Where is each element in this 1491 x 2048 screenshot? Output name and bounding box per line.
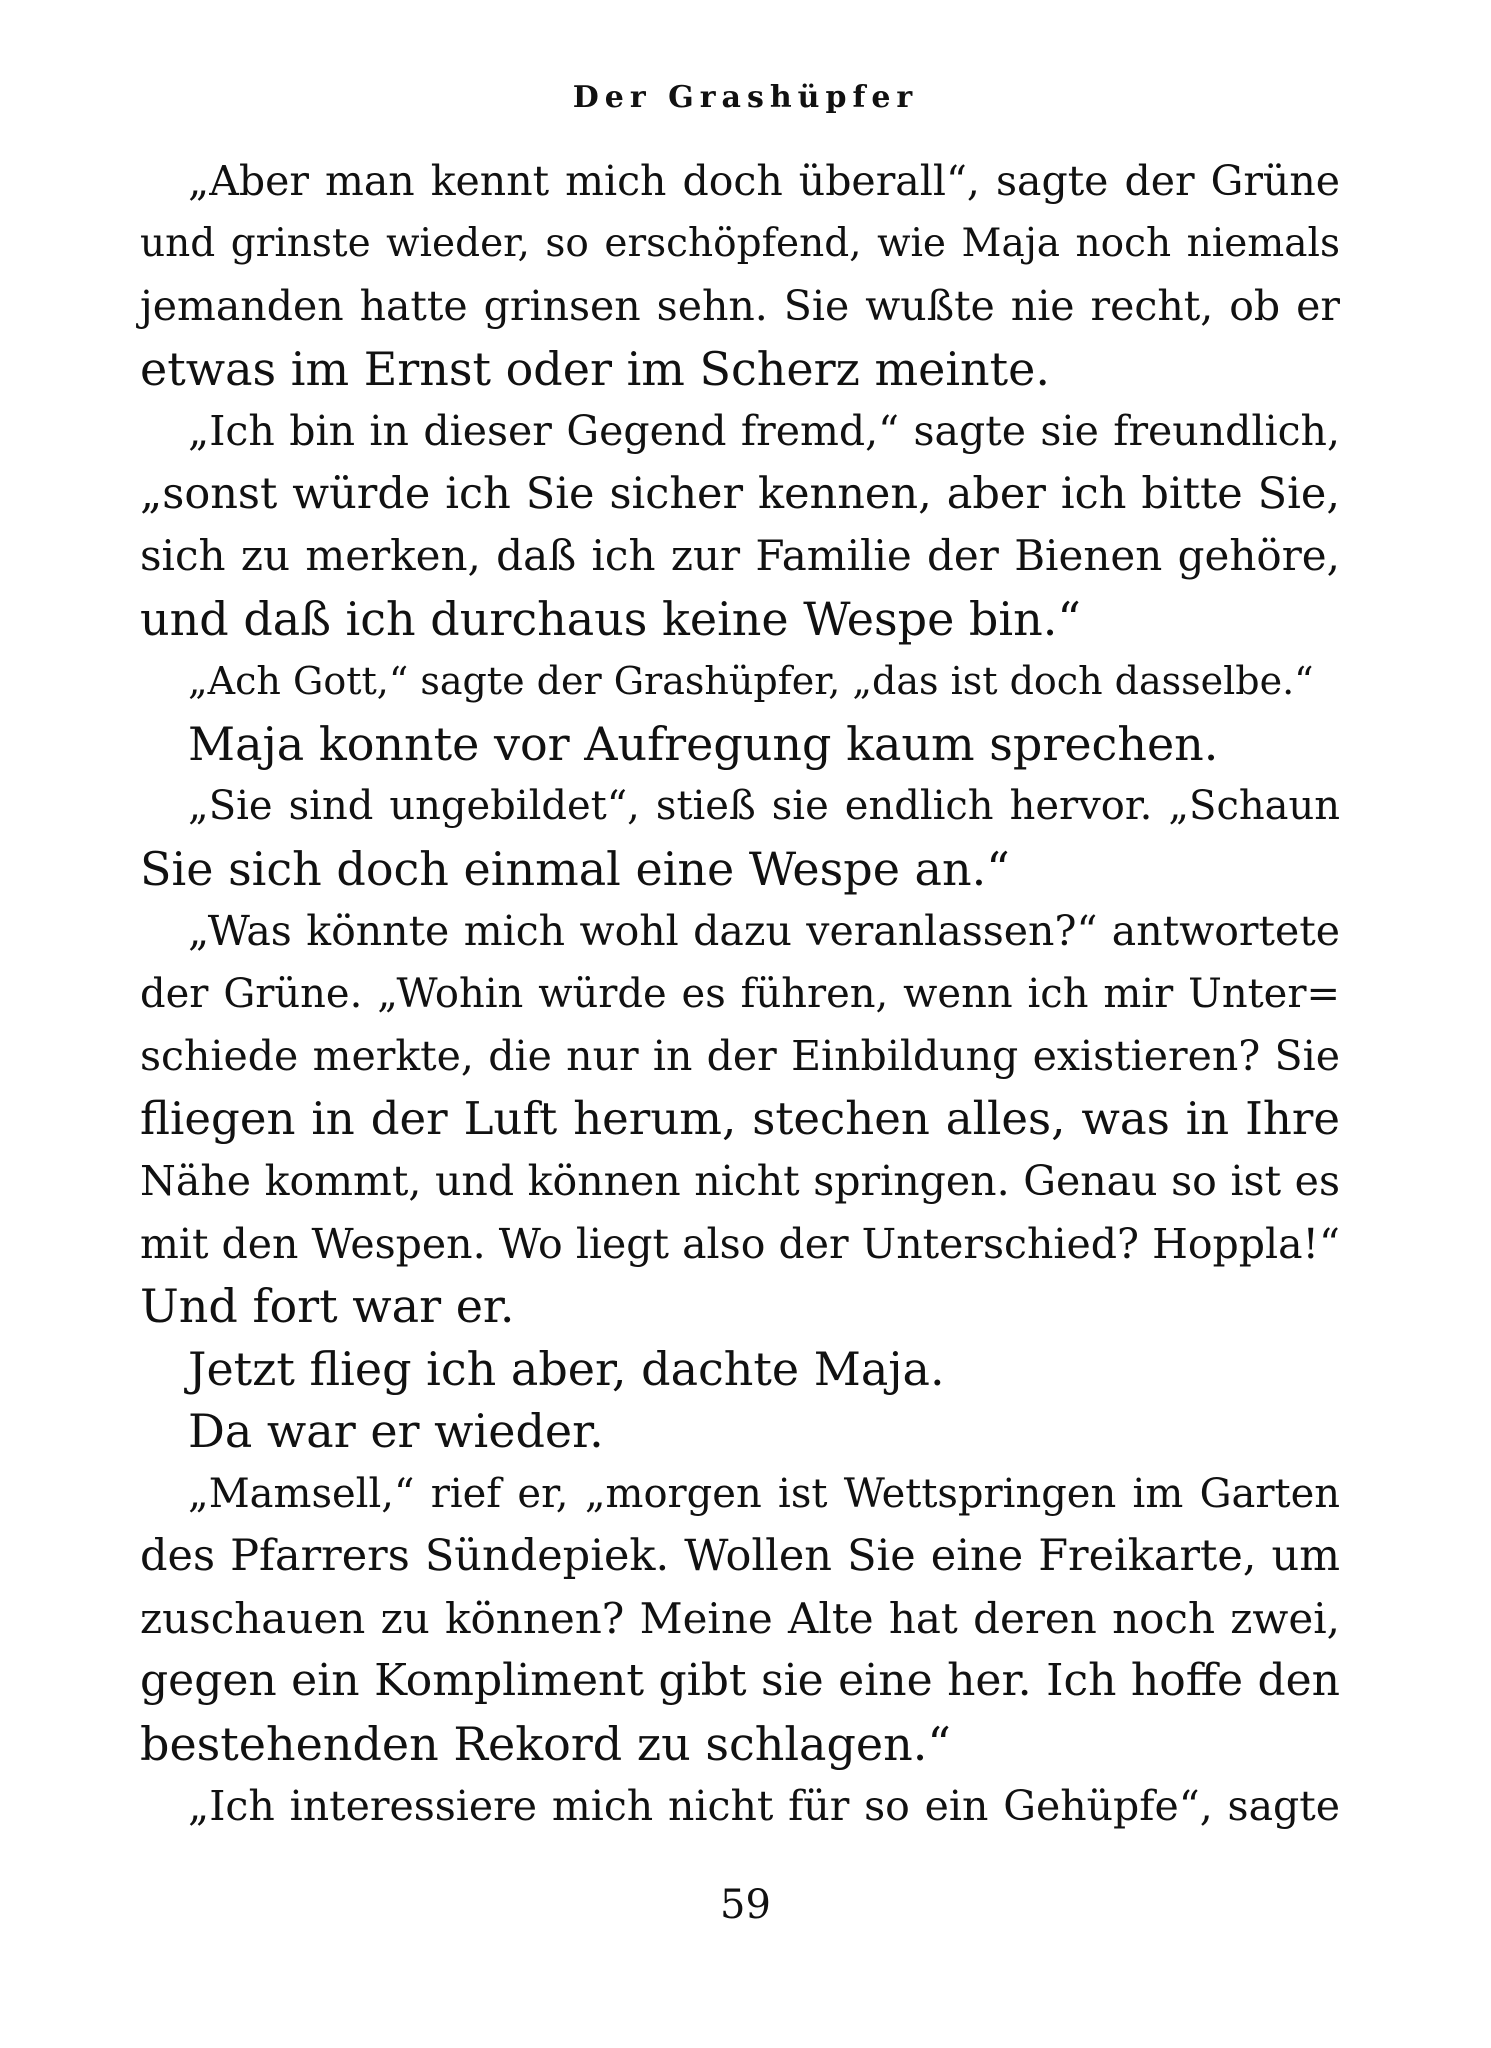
text-line: „Ich bin in dieser Gegend fremd,“ sagte sie freundlich,	[188, 407, 1340, 455]
text-line: Und fort war er.	[140, 1279, 515, 1333]
text-line: „Ach Gott,“ sagte der Grashüpfer, „das ist doch dasselbe.“	[188, 659, 1314, 703]
text-line: jemanden hatte grinsen sehn. Sie wußte nie recht, ob er	[140, 282, 1340, 330]
text-line: schiede merkte, die nur in der Einbildung existieren? Sie	[140, 1032, 1340, 1080]
text-line: „sonst würde ich Sie sicher kennen, aber ich bitte Sie,	[140, 468, 1340, 519]
text-line: „Ich interessiere mich nicht für so ein Gehüpfe“, sagte	[188, 1782, 1340, 1830]
text-line: „Sie sind ungebildet“, stieß sie endlich hervor. „Schaun	[188, 783, 1340, 829]
text-line: sich zu merken, daß ich zur Familie der Bienen gehöre,	[140, 531, 1340, 580]
text-line: des Pfarrers Sündepiek. Wollen Sie eine Freikarte, um	[140, 1531, 1340, 1581]
text-line: gegen ein Kompliment gibt sie eine her. Ich hoffe den	[140, 1655, 1340, 1706]
text-line: Jetzt flieg ich aber, dachte Maja.	[188, 1341, 945, 1396]
text-line: mit den Wespen. Wo liegt also der Unterschied? Hoppla!“	[140, 1219, 1340, 1268]
text-line: Sie sich doch einmal eine Wespe an.“	[140, 841, 1010, 896]
text-line: etwas im Ernst oder im Scherz meinte.	[140, 341, 1051, 396]
text-line: bestehenden Rekord zu schlagen.“	[140, 1716, 951, 1771]
body-text	[140, 150, 1340, 1838]
text-line: „Mamsell,“ rief er, „morgen ist Wettspringen im Garten	[188, 1470, 1340, 1517]
text-line: Da war er wieder.	[188, 1404, 604, 1458]
page-number: 59	[720, 1882, 771, 1928]
text-line: der Grüne. „Wohin würde es führen, wenn ich mir Unter=	[140, 970, 1340, 1017]
text-line: Maja konnte vor Aufregung kaum sprechen.	[188, 716, 1219, 771]
text-line: und grinste wieder, so erschöpfend, wie Maja noch niemals	[140, 220, 1340, 266]
running-head: Der Grashüpfer	[572, 80, 919, 115]
text-line: fliegen in der Luft herum, stechen alles, was in Ihre	[140, 1091, 1340, 1145]
text-line: und daß ich durchaus keine Wespe bin.“	[140, 591, 1081, 646]
text-line: „Aber man kennt mich doch überall“, sagte der Grüne	[188, 157, 1340, 205]
text-line: Nähe kommt, und können nicht springen. Genau so ist es	[140, 1157, 1340, 1205]
text-line: „Was könnte mich wohl dazu veranlassen?“ antwortete	[188, 907, 1340, 955]
text-line: zuschauen zu können? Meine Alte hat deren noch zwei,	[140, 1593, 1340, 1643]
